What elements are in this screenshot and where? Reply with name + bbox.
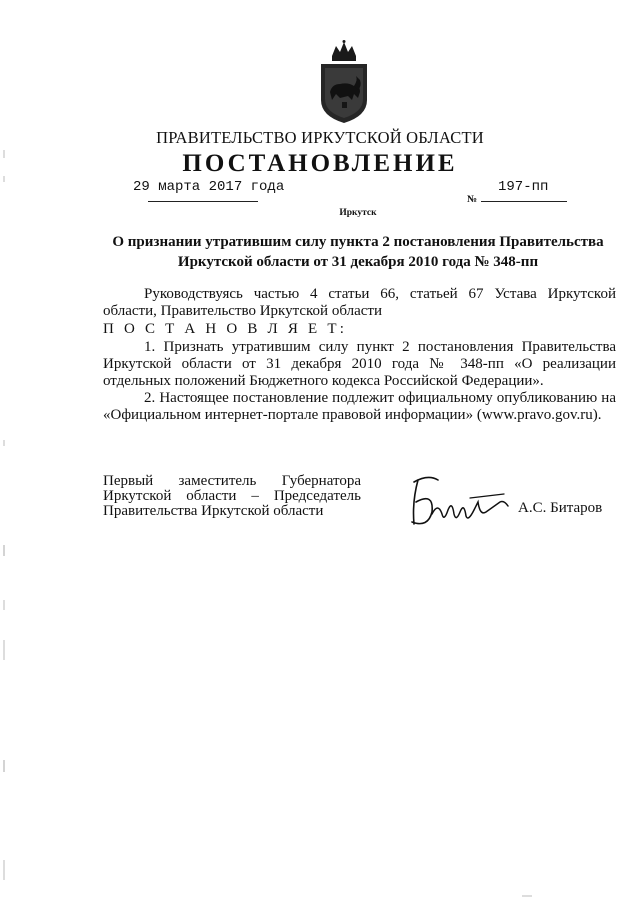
decree-item-2: 2. Настоящее постановление подлежит официальному опубликованию на «Официальном интернет-портале правовой информации» (www.pravo.gov.ru).	[103, 390, 616, 423]
document-city: Иркутск	[339, 208, 377, 218]
signer-name: А.С. Битаров	[518, 500, 603, 516]
document-type-title: ПОСТАНОВЛЕНИЕ	[182, 150, 458, 177]
position-line-1: Первый заместитель Губернатора	[103, 473, 361, 489]
government-name: ПРАВИТЕЛЬСТВО ИРКУТСКОЙ ОБЛАСТИ	[156, 128, 484, 147]
position-line-3: Правительства Иркутской области	[103, 503, 324, 519]
document-number: 197-пп	[498, 179, 549, 195]
handwritten-signature-icon	[404, 472, 514, 542]
decree-item-1: 1. Признать утратившим силу пункт 2 постановления Правительства Иркутской области от 31 декабря 2010 года № 348-пп «О реализации отдельных положений Бюджетного кодекса Российской Федерации».	[103, 339, 616, 389]
position-line-2: Иркутской области – Председатель	[103, 488, 361, 504]
number-sign: №	[467, 194, 478, 205]
decree-word: П О С Т А Н О В Л Я Е Т:	[103, 321, 348, 337]
document-subject: О признании утратившим силу пункта 2 постановления Правительства Иркутской области от 31 декабря 2010 года № 348-пп	[112, 234, 604, 270]
document-date: 29 марта 2017 года	[133, 179, 285, 195]
preamble-paragraph: Руководствуясь частью 4 статьи 66, статьей 67 Устава Иркутской области, Правительство Иркутской области	[103, 286, 616, 319]
coat-of-arms-icon	[318, 40, 370, 124]
number-underline	[481, 201, 567, 202]
signatory-position	[103, 474, 361, 519]
date-underline	[148, 201, 258, 202]
